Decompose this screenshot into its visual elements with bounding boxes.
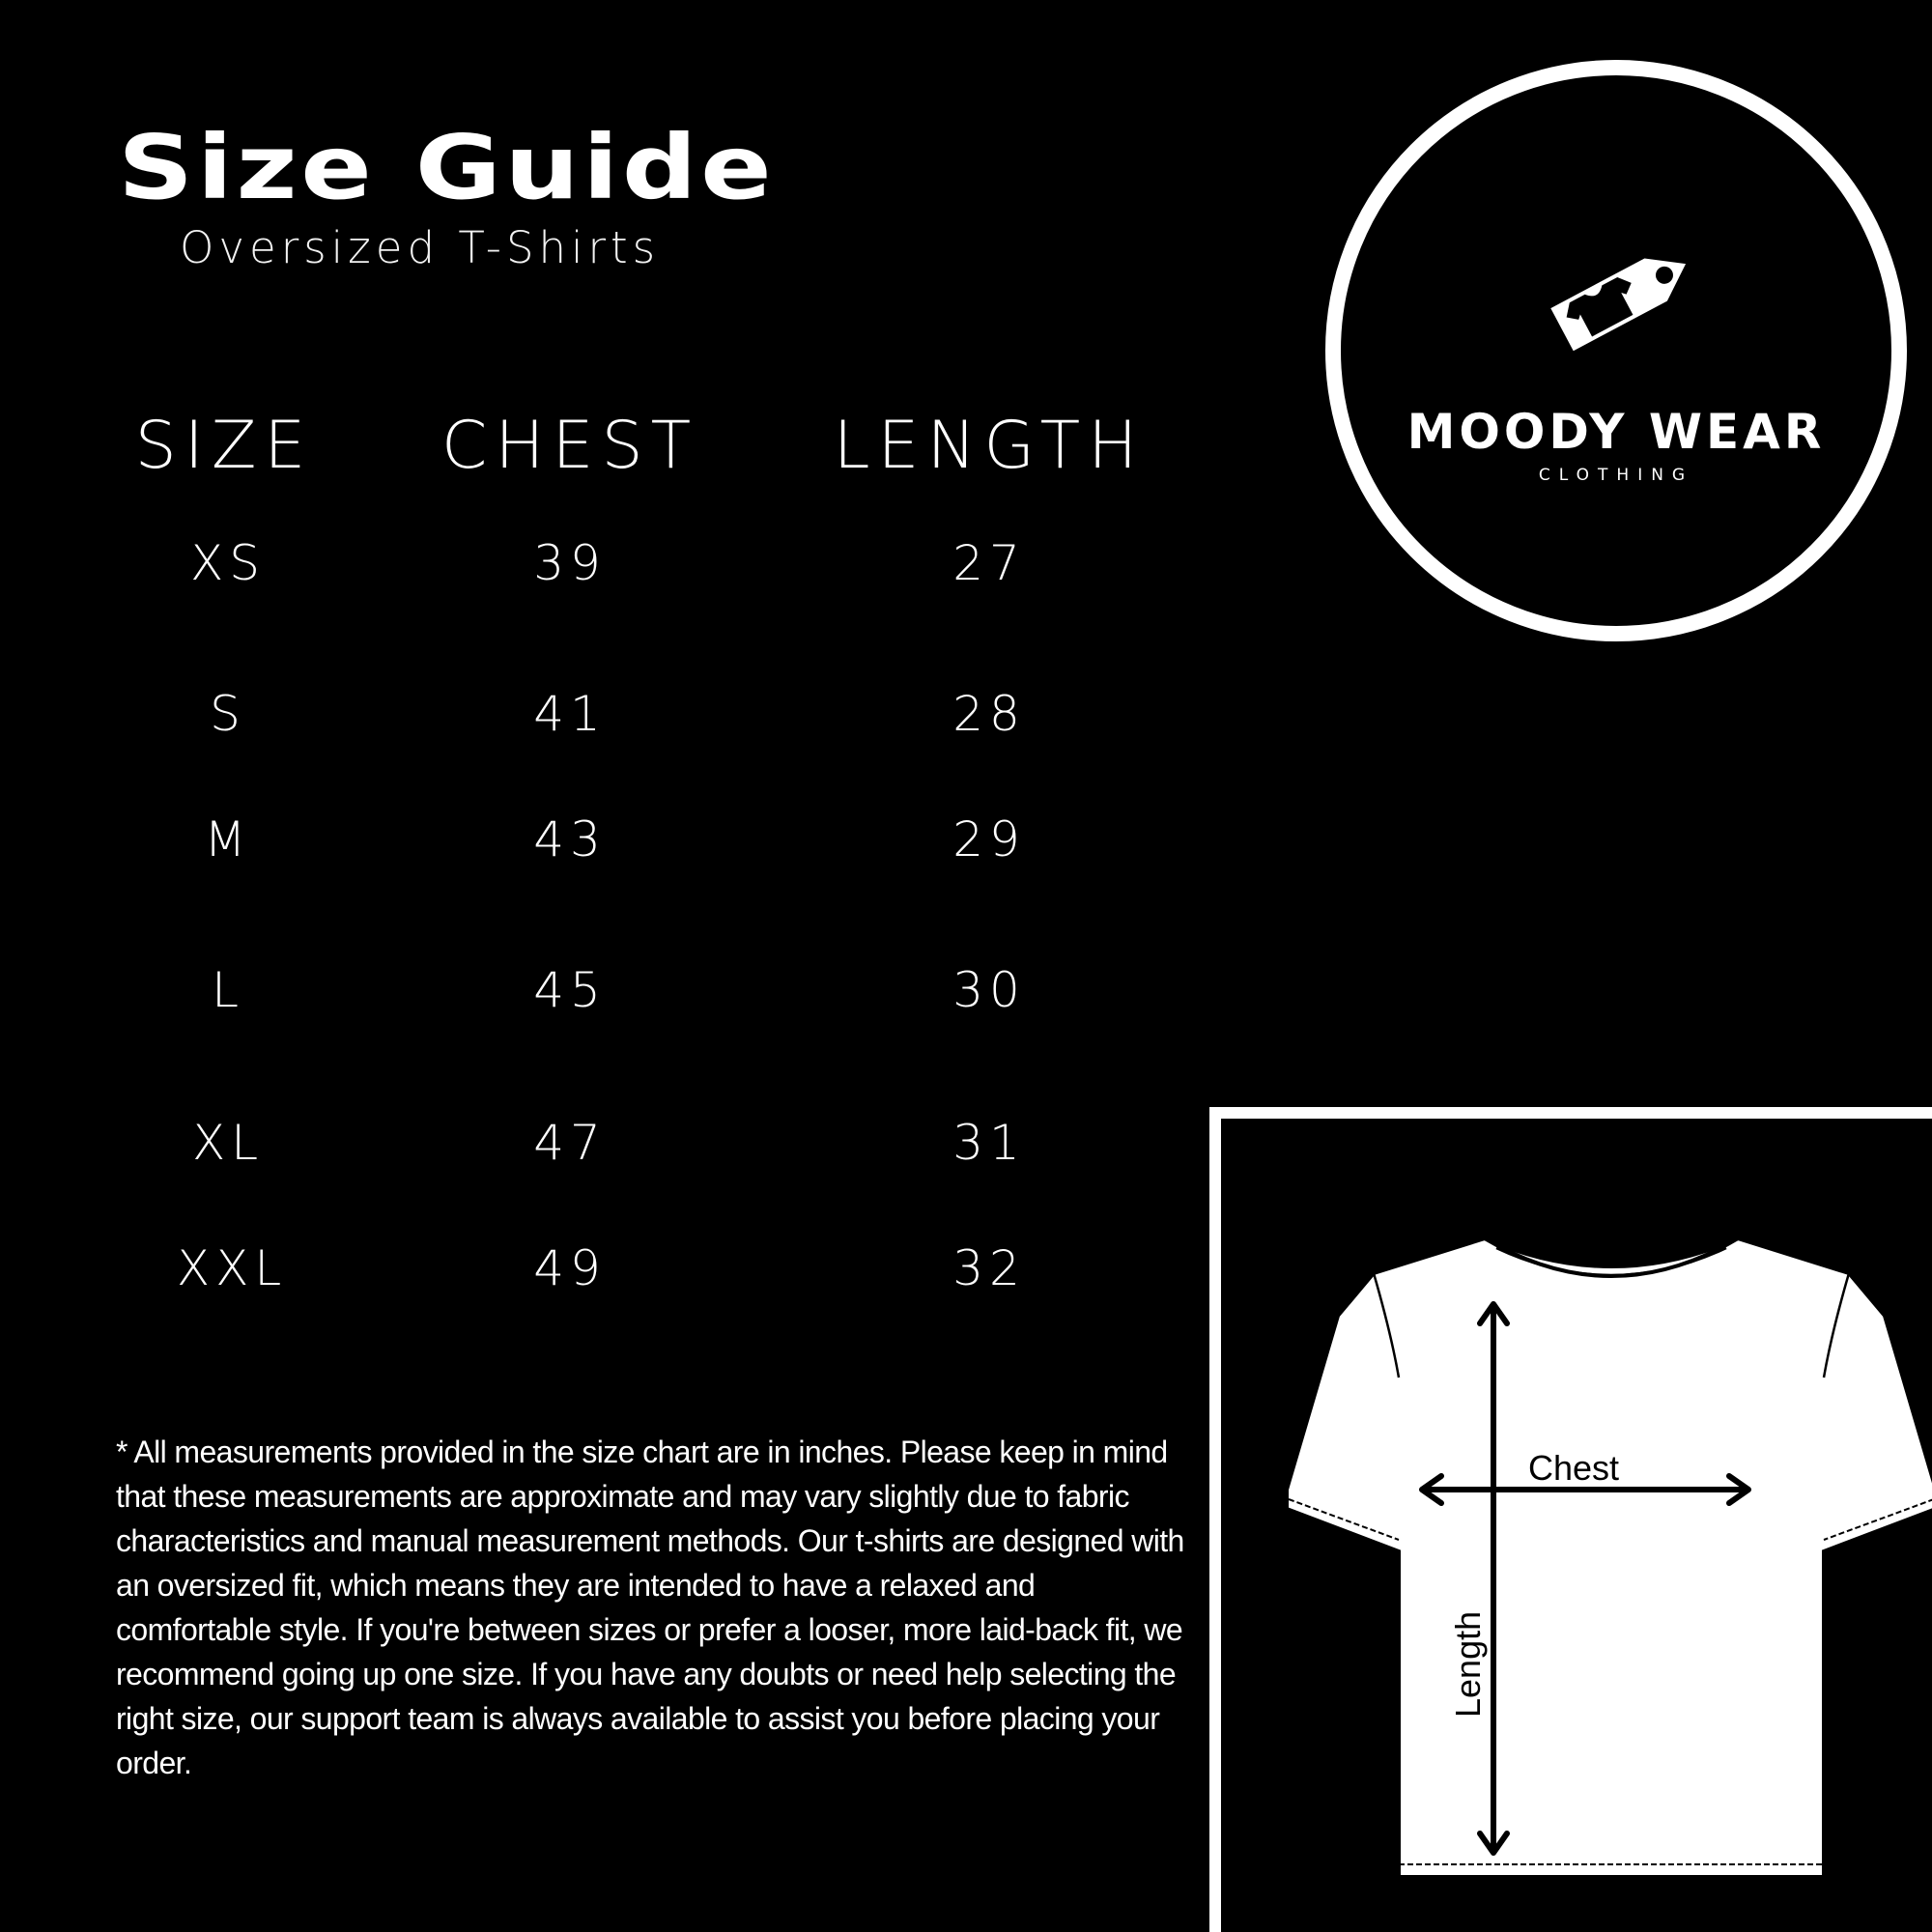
length-xs: 27	[952, 535, 1026, 591]
size-guide-subtitle: Oversized T-Shirts	[180, 222, 661, 273]
measurement-note: * All measurements provided in the size chart are in inches. Please keep in mind that these measurements are approximate and may vary slightly due to fabric characteristics and manual measurement methods. Our t-shirts are designed with an oversized fit, which means they are intended to have a relaxed and comfortable style. If you're between sizes or prefer a looser, more laid-back fit, we recommend going up one size. If you have any doubts or need help selecting the right size, our support team is always available to assist you before placing your order.	[116, 1435, 1184, 1780]
chest-xxl: 49	[533, 1240, 607, 1296]
tshirt-outline	[1287, 1238, 1932, 1877]
chest-xl: 47	[533, 1115, 607, 1171]
size-guide-title: Size Guide	[118, 116, 776, 219]
size-xs: XS	[190, 535, 266, 591]
chest-m: 43	[533, 811, 607, 867]
length-label: Length	[1448, 1610, 1488, 1718]
chest-xs: 39	[533, 535, 607, 591]
size-l: L	[212, 962, 244, 1018]
header-size: SIZE	[134, 408, 314, 484]
chest-l: 45	[533, 962, 607, 1018]
size-m: M	[204, 811, 252, 867]
brand-sub: CLOTHING	[1538, 466, 1694, 485]
length-xxl: 32	[952, 1240, 1026, 1296]
brand-name: MOODY WEAR	[1406, 404, 1826, 460]
header-length: LENGTH	[833, 408, 1146, 484]
length-s: 28	[952, 686, 1026, 742]
size-xxl: XXL	[176, 1240, 288, 1296]
size-xl: XL	[191, 1115, 265, 1171]
chest-label: Chest	[1528, 1448, 1620, 1488]
header-chest: CHEST	[440, 408, 699, 484]
length-m: 29	[952, 811, 1026, 867]
size-s: S	[210, 686, 246, 742]
chest-s: 41	[533, 686, 607, 742]
length-xl: 31	[952, 1115, 1026, 1171]
length-l: 30	[952, 962, 1026, 1018]
